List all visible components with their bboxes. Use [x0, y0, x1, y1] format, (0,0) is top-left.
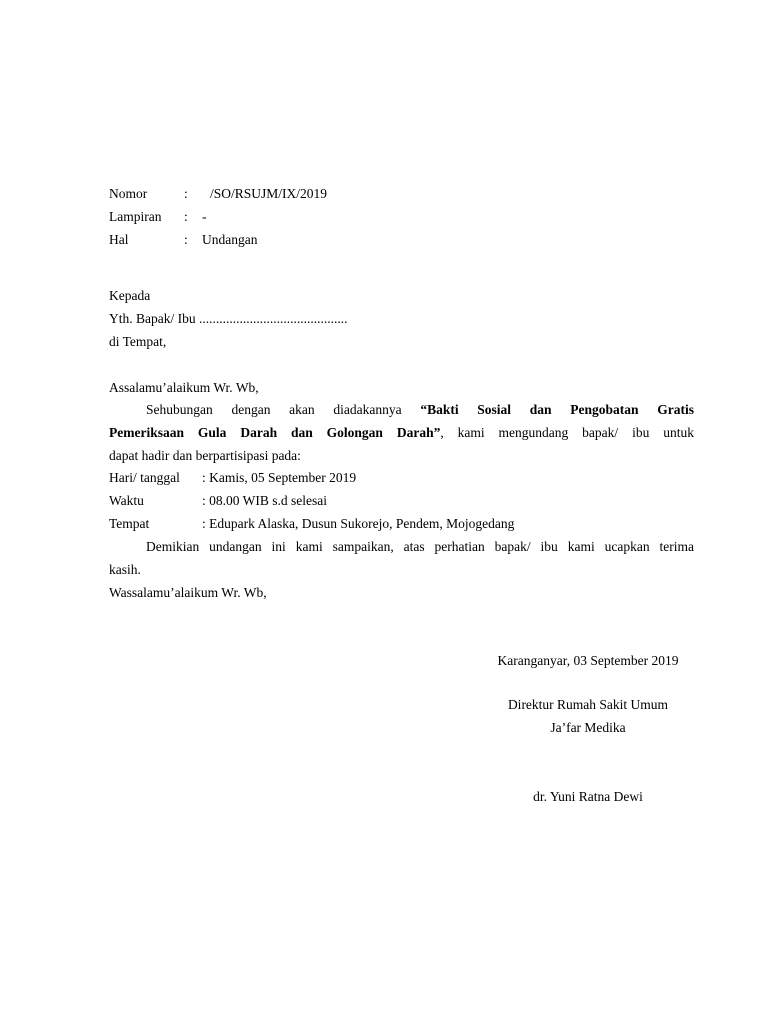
paragraph-2-line-2: kasih. [109, 562, 141, 577]
detail-row-place [109, 512, 514, 535]
nomor-value: /SO/RSUJM/IX/2019 [210, 186, 328, 201]
nomor-colon: : [184, 186, 188, 201]
paragraph-2-line-1: Demikian undangan ini kami sampaikan, atas perhatian bapak/ ibu kami ucapkan terima [146, 539, 694, 554]
greeting: Assalamu’alaikum Wr. Wb, [109, 380, 259, 395]
detail-label: Tempat [109, 516, 150, 531]
detail-value: : Kamis, 05 September 2019 [202, 470, 357, 485]
paragraph-1-line-1 [109, 398, 694, 421]
signer-position-line-1: Direktur Rumah Sakit Umum [507, 697, 669, 712]
signer-position-line-2: Ja’far Medika [550, 720, 626, 735]
detail-label: Waktu [109, 493, 144, 508]
hal-value: Undangan [202, 232, 258, 247]
event-title-part-2: Pemeriksaan Gula Darah dan Golongan Darah” [109, 425, 441, 440]
lampiran-colon: : [184, 209, 188, 224]
recipient-kepada: Kepada [109, 288, 151, 303]
detail-row-date [109, 466, 356, 489]
event-title-part-1: “Bakti Sosial dan Pengobatan Gratis [420, 402, 694, 417]
detail-label: Hari/ tanggal [109, 470, 180, 485]
lampiran-value: - [202, 209, 207, 224]
nomor-row [109, 182, 327, 205]
detail-value: : 08.00 WIB s.d selesai [202, 493, 327, 508]
hal-label: Hal [109, 232, 129, 247]
nomor-label: Nomor [109, 186, 148, 201]
signer-name: dr. Yuni Ratna Dewi [533, 789, 643, 804]
paragraph-1-line-3: dapat hadir dan berpartisipasi pada: [109, 448, 301, 463]
closing-greeting: Wassalamu’alaikum Wr. Wb, [109, 585, 267, 600]
paragraph-1-line-2-rest: , kami mengundang bapak/ ibu untuk [440, 425, 694, 440]
place-date: Karanganyar, 03 September 2019 [497, 653, 679, 668]
lampiran-label: Lampiran [109, 209, 162, 224]
detail-value: : Edupark Alaska, Dusun Sukorejo, Pendem, Mojogedang [202, 516, 515, 531]
recipient-name: Yth. Bapak/ Ibu ............................................ [109, 311, 348, 326]
paragraph-1-start: Sehubungan dengan akan diadakannya [146, 402, 421, 417]
hal-row [109, 228, 257, 251]
detail-row-time [109, 489, 327, 512]
hal-colon: : [184, 232, 188, 247]
lampiran-row [109, 205, 207, 228]
paragraph-1-line-2 [109, 421, 694, 444]
recipient-place: di Tempat, [109, 334, 167, 349]
